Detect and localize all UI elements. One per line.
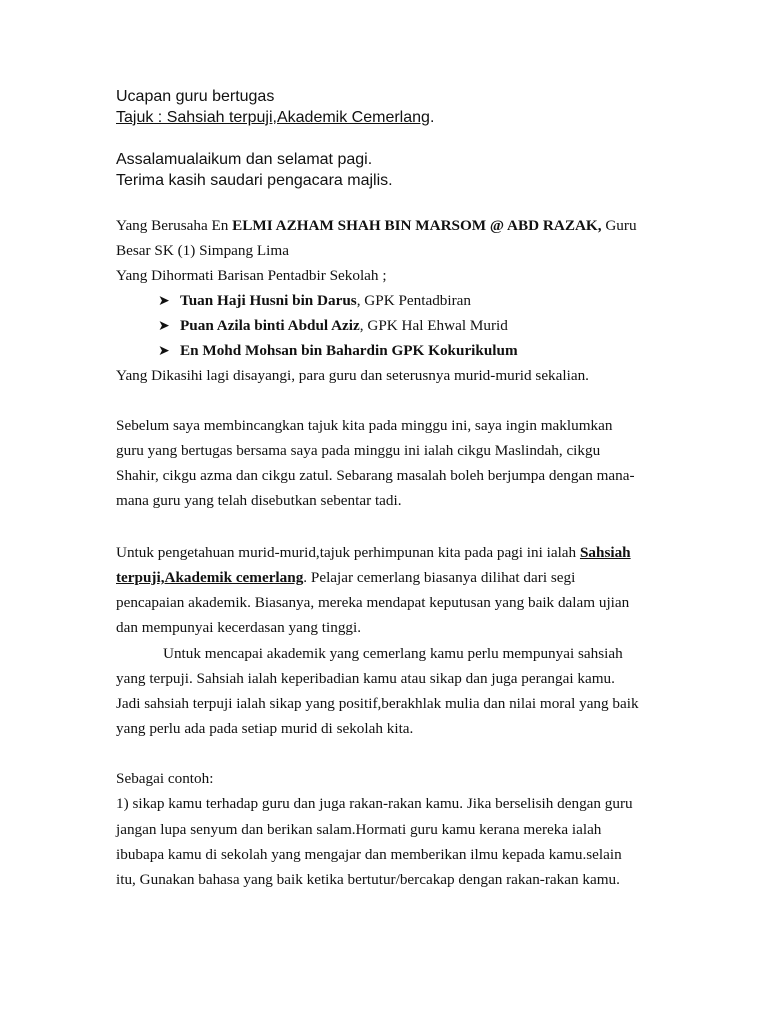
headmaster-name: ELMI AZHAM SHAH BIN MARSOM @ ABD RAZAK, (232, 217, 602, 234)
arrow-bullet-icon: ➤ (158, 319, 170, 334)
para2-line: dan mempunyai kecerdasan yang tinggi. (116, 619, 362, 636)
para3-line: jangan lupa senyum dan berikan salam.Hormati guru kamu kerana mereka ialah (116, 821, 602, 838)
para2-line: Jadi sahsiah terpuji ialah sikap yang positif,berakhlak mulia dan nilai moral yang baik (116, 695, 639, 712)
greeting-line-2: Terima kasih saudari pengacara majlis. (116, 172, 393, 189)
speech-topic (116, 109, 434, 127)
speech-title: Ucapan guru bertugas (116, 88, 275, 105)
admin-list-item (158, 317, 508, 335)
para2-line: yang perlu ada pada setiap murid di sekolah kita. (116, 720, 414, 737)
para3-line: 1) sikap kamu terhadap guru dan juga rakan-rakan kamu. Jika berselisih dengan guru (116, 795, 633, 812)
topic-highlight: terpuji,Akademik cemerlang (116, 569, 304, 586)
admin-list-item (158, 342, 518, 360)
admin-name: Puan Azila binti Abdul Aziz (180, 317, 360, 334)
para1-line: guru yang bertugas bersama saya pada minggu ini ialah cikgu Maslindah, cikgu (116, 442, 601, 459)
headmaster-title-end: Besar SK (1) Simpang Lima (116, 242, 289, 259)
para2-line: yang terpuji. Sahsiah ialah keperibadian kamu atau sikap dan juga perangai kamu. (116, 670, 615, 687)
arrow-bullet-icon: ➤ (158, 344, 170, 359)
para2-text: . Pelajar cemerlang biasanya dilihat dari segi (303, 569, 576, 586)
topic-highlight: Sahsiah (579, 544, 631, 561)
para1-line: Sebelum saya membincangkan tajuk kita pada minggu ini, saya ingin maklumkan (116, 417, 613, 434)
salutation-all: Yang Dikasihi lagi disayangi, para guru dan seterusnya murid-murid sekalian. (116, 367, 589, 384)
para1-line: mana guru yang telah disebutkan sebentar tadi. (116, 492, 402, 509)
para2-line: Untuk mencapai akademik yang cemerlang kamu perlu mempunyai sahsiah (163, 645, 623, 662)
para2-line (116, 569, 575, 587)
topic-period: . (429, 109, 435, 126)
salutation-prefix: Yang Berusaha En (116, 217, 233, 234)
para2-intro: Untuk pengetahuan murid-murid,tajuk perhimpunan kita pada pagi ini ialah (116, 544, 580, 561)
para1-line: Shahir, cikgu azma dan cikgu zatul. Sebarang masalah boleh berjumpa dengan mana- (116, 467, 635, 484)
admin-name: En Mohd Mohsan bin Bahardin GPK Kokurikulum (180, 342, 518, 359)
topic-text: Tajuk : Sahsiah terpuji,Akademik Cemerlang (116, 109, 430, 126)
greeting-line-1: Assalamualaikum dan selamat pagi. (116, 151, 373, 168)
admin-role: , GPK Hal Ehwal Murid (359, 317, 508, 334)
salutation-admin: Yang Dihormati Barisan Pentadbir Sekolah ; (116, 267, 387, 284)
salutation-headmaster (116, 217, 637, 235)
headmaster-title-start: Guru (601, 217, 637, 234)
admin-role: , GPK Pentadbiran (356, 292, 472, 309)
arrow-bullet-icon: ➤ (158, 294, 170, 309)
para3-line: itu, Gunakan bahasa yang baik ketika bertutur/bercakap dengan rakan-rakan kamu. (116, 871, 620, 888)
para3-line: ibubapa kamu di sekolah yang mengajar dan memberikan ilmu kepada kamu.selain (116, 846, 622, 863)
para2-line: pencapaian akademik. Biasanya, mereka mendapat keputusan yang baik dalam ujian (116, 594, 630, 611)
admin-list-item (158, 292, 471, 310)
para3-line: Sebagai contoh: (116, 770, 214, 787)
admin-name: Tuan Haji Husni bin Darus (180, 292, 357, 309)
para2-line (116, 544, 631, 562)
